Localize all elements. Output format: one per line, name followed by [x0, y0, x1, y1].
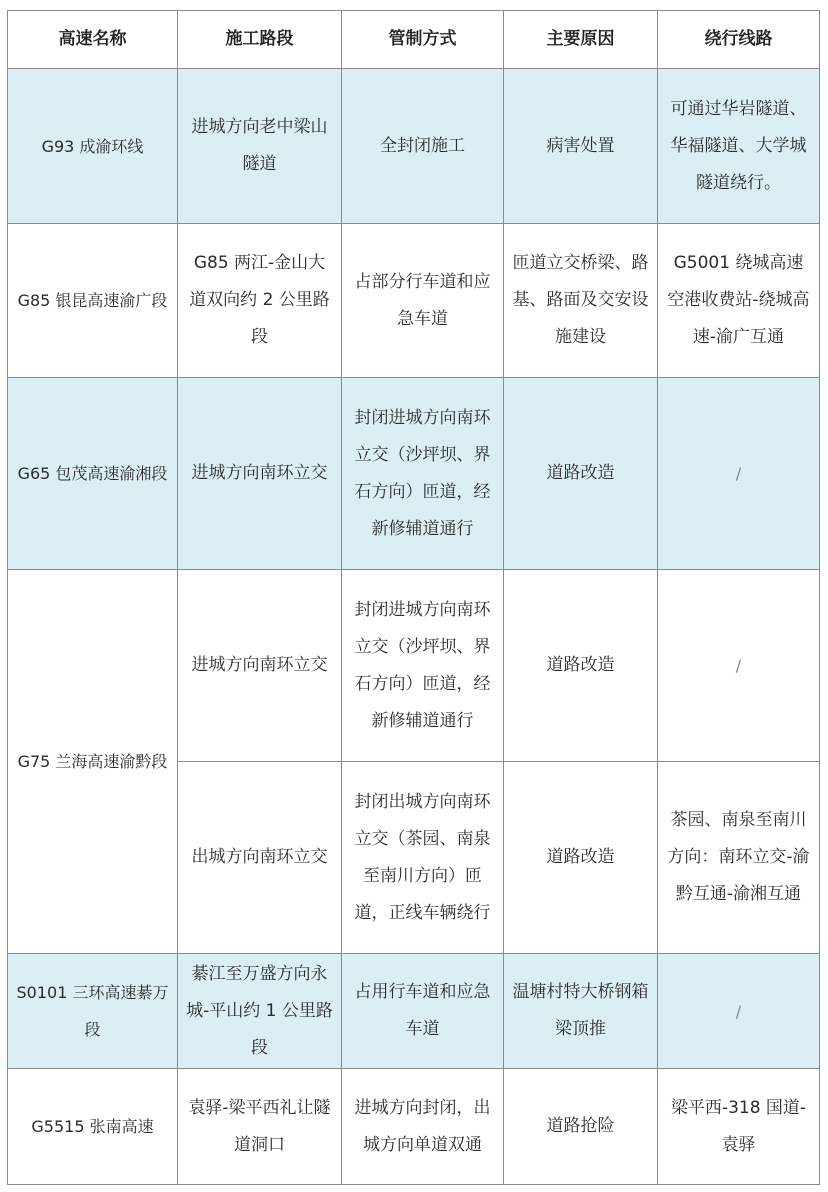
- section-cell: 出城方向南环立交: [178, 762, 342, 954]
- section-cell: 进城方向老中梁山隧道: [178, 69, 342, 224]
- highway-name-cell: G65 包茂高速渝湘段: [8, 378, 178, 570]
- header-detour-route: 绕行线路: [658, 11, 820, 69]
- section-cell: 进城方向南环立交: [178, 570, 342, 762]
- detour-cell: 梁平西-318 国道-袁驿: [658, 1069, 820, 1185]
- control-cell: 占用行车道和应急车道: [342, 954, 504, 1069]
- reason-cell: 病害处置: [504, 69, 658, 224]
- detour-cell: /: [658, 378, 820, 570]
- reason-cell: 道路改造: [504, 378, 658, 570]
- detour-cell: G5001 绕城高速空港收费站-绕城高速-渝广互通: [658, 224, 820, 378]
- traffic-control-table: [7, 10, 820, 1185]
- control-cell: 封闭进城方向南环立交（沙坪坝、界石方向）匝道，经新修辅道通行: [342, 570, 504, 762]
- section-cell: 綦江至万盛方向永城-平山约 1 公里路段: [178, 954, 342, 1069]
- header-construction-section: 施工路段: [178, 11, 342, 69]
- detour-cell: 可通过华岩隧道、华福隧道、大学城隧道绕行。: [658, 69, 820, 224]
- control-cell: 全封闭施工: [342, 69, 504, 224]
- highway-name-cell: S0101 三环高速綦万段: [8, 954, 178, 1069]
- table-row: [8, 224, 820, 378]
- highway-name-cell: G93 成渝环线: [8, 69, 178, 224]
- table-row: [8, 378, 820, 570]
- detour-cell: 茶园、南泉至南川方向：南环立交-渝黔互通-渝湘互通: [658, 762, 820, 954]
- table-header-row: [8, 11, 820, 69]
- control-cell: 封闭进城方向南环立交（沙坪坝、界石方向）匝道，经新修辅道通行: [342, 378, 504, 570]
- detour-cell: /: [658, 570, 820, 762]
- highway-name-cell: G85 银昆高速渝广段: [8, 224, 178, 378]
- highway-name-cell: G5515 张南高速: [8, 1069, 178, 1185]
- reason-cell: 道路改造: [504, 570, 658, 762]
- reason-cell: 道路改造: [504, 762, 658, 954]
- table-row: [8, 69, 820, 224]
- table-row: [8, 954, 820, 1069]
- highway-name-cell: G75 兰海高速渝黔段: [8, 570, 178, 954]
- control-cell: 封闭出城方向南环立交（茶园、南泉至南川方向）匝道，正线车辆绕行: [342, 762, 504, 954]
- control-cell: 进城方向封闭，出城方向单道双通: [342, 1069, 504, 1185]
- header-main-reason: 主要原因: [504, 11, 658, 69]
- reason-cell: 温塘村特大桥钢箱梁顶推: [504, 954, 658, 1069]
- table-row: [8, 1069, 820, 1185]
- section-cell: 进城方向南环立交: [178, 378, 342, 570]
- traffic-control-table-container: [7, 10, 820, 1185]
- reason-cell: 匝道立交桥梁、路基、路面及交安设施建设: [504, 224, 658, 378]
- section-cell: G85 两江-金山大道双向约 2 公里路段: [178, 224, 342, 378]
- reason-cell: 道路抢险: [504, 1069, 658, 1185]
- header-control-method: 管制方式: [342, 11, 504, 69]
- table-row: [8, 570, 820, 762]
- control-cell: 占部分行车道和应急车道: [342, 224, 504, 378]
- detour-cell: /: [658, 954, 820, 1069]
- header-highway-name: 高速名称: [8, 11, 178, 69]
- section-cell: 袁驿-梁平西礼让隧道洞口: [178, 1069, 342, 1185]
